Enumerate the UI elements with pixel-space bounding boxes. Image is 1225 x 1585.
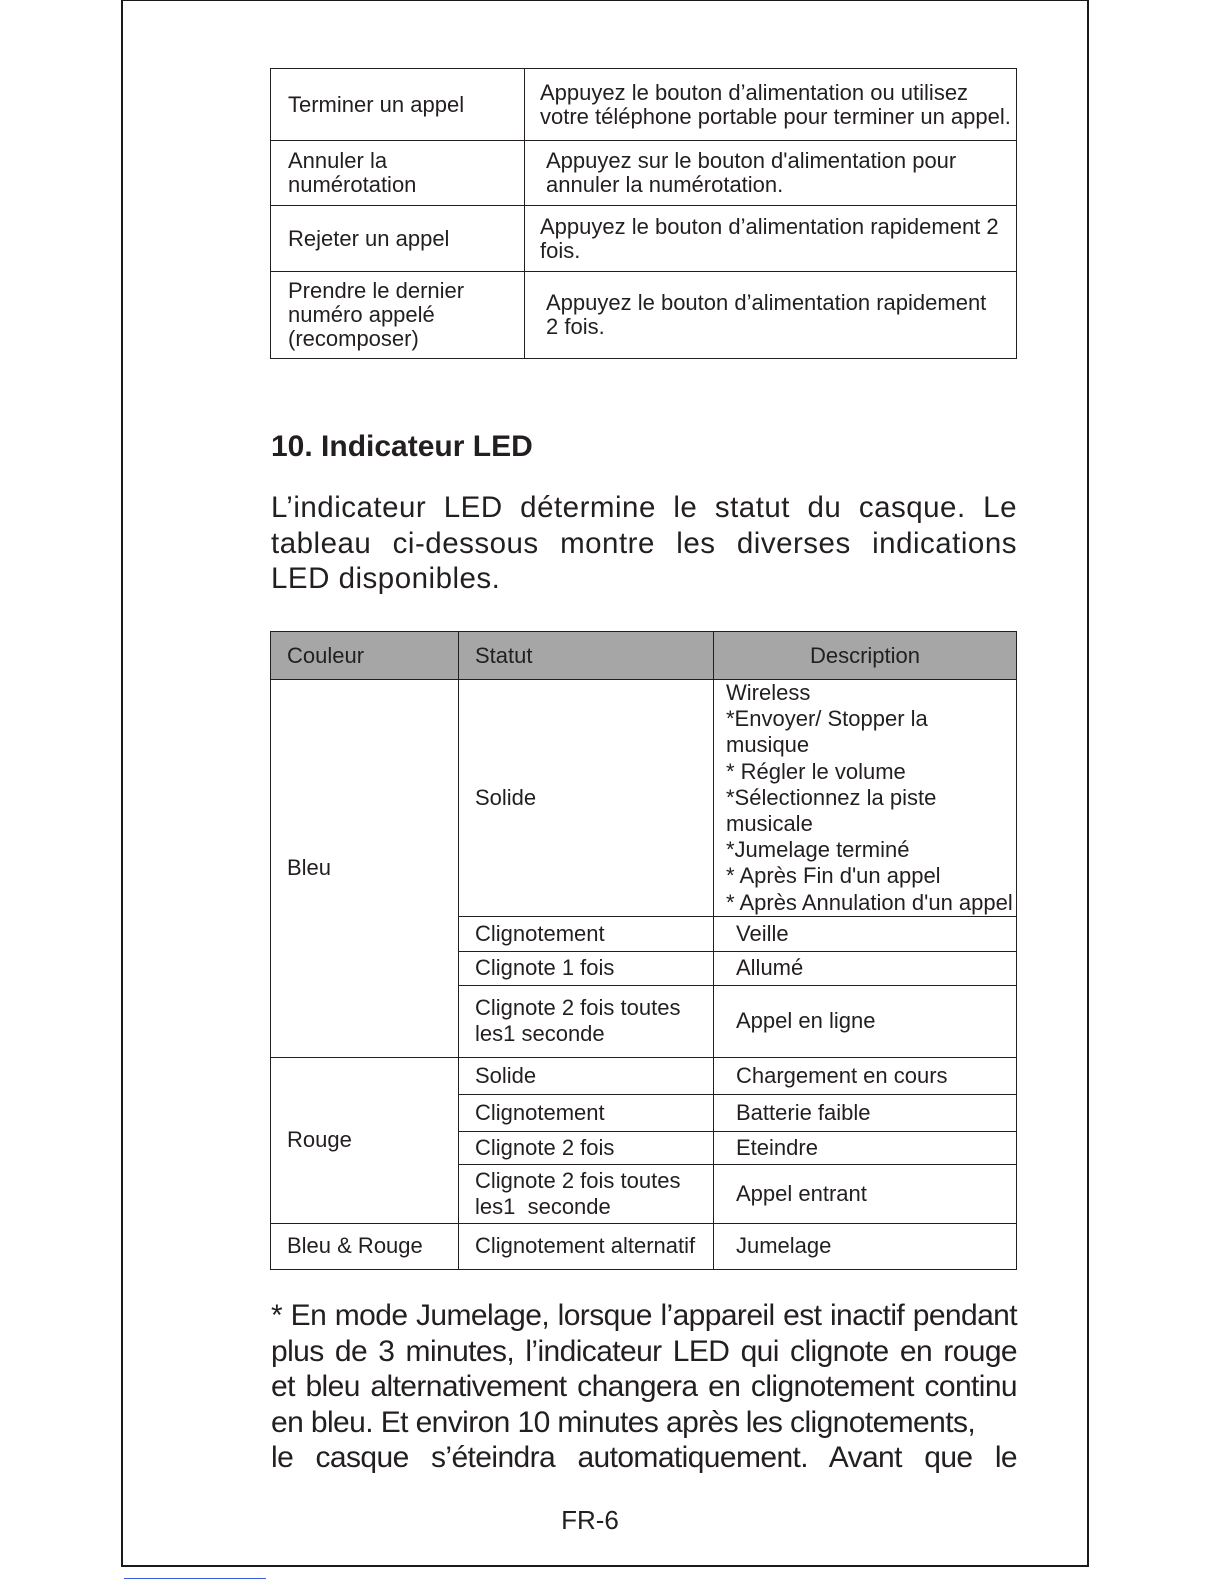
description-cell: Allumé [714,951,1017,985]
table-row [271,272,1017,359]
description-cell: Appel entrant [714,1164,1017,1223]
instruction-cell: Appuyez sur le bouton d'alimentation pour annuler la numérotation. [525,141,1017,206]
status-cell: Solide [459,1057,714,1094]
table-row [271,69,1017,141]
page-number: FR-6 [561,1505,619,1535]
call-functions-table [270,68,1017,359]
table-row [271,1223,1017,1269]
description-cell: Batterie faible [714,1094,1017,1131]
header-color: Couleur [271,632,459,680]
table-row [271,206,1017,272]
description-cell: Veille [714,916,1017,951]
status-cell: Clignotement [459,916,714,951]
instruction-cell: Appuyez le bouton d’alimentation rapidement 2 fois. [525,206,1017,272]
status-cell: Clignote 2 fois toutes les1 seconde [459,1164,714,1223]
action-cell: Annuler la numérotation [271,141,525,206]
instruction-cell: Appuyez le bouton d’alimentation ou utilisez votre téléphone portable pour terminer un appel. [525,69,1017,141]
header-description: Description [714,632,1017,680]
description-cell: Eteindre [714,1131,1017,1164]
status-cell: Clignotement [459,1094,714,1131]
action-cell: Prendre le dernier numéro appelé (recomposer) [271,272,525,359]
footnote-paragraph: * En mode Jumelage, lorsque l’appareil est inactif pendant plus de 3 minutes, l’indicateur LED qui clignote en rouge et bleu alternativement changera en clignotement continu en bleu. Et environ 10 minutes après les clignotements, le casque s’éteindra automatiquement. Avant que le [271,1299,1017,1474]
section-heading: 10. Indicateur LED [271,430,533,463]
instruction-cell: Appuyez le bouton d’alimentation rapidement 2 fois. [525,272,1017,359]
description-cell: Wireless *Envoyer/ Stopper la musique * Régler le volume *Sélectionnez la piste musicale *Jumelage terminé * Après Fin d'un appel * Après Annulation d'un appel [714,680,1017,917]
action-cell: Rejeter un appel [271,206,525,272]
color-cell-both: Bleu & Rouge [271,1223,459,1269]
status-cell: Solide [459,680,714,917]
header-status: Statut [459,632,714,680]
table-row [271,1057,1017,1094]
status-cell: Clignote 1 fois [459,951,714,985]
led-indicator-table [270,631,1017,1270]
description-cell: Chargement en cours [714,1057,1017,1094]
color-cell-blue: Bleu [271,680,459,1058]
table-header-row [271,632,1017,680]
status-cell: Clignote 2 fois [459,1131,714,1164]
description-cell: Appel en ligne [714,985,1017,1057]
intro-paragraph: L’indicateur LED détermine le statut du casque. Le tableau ci-dessous montre les diverses indications LED disponibles. [271,491,1017,595]
status-cell: Clignotement alternatif [459,1223,714,1269]
bottom-link-underline [124,1578,266,1579]
table-row [271,680,1017,917]
color-cell-red: Rouge [271,1057,459,1223]
status-cell: Clignote 2 fois toutes les1 seconde [459,985,714,1057]
table-row [271,141,1017,206]
action-cell: Terminer un appel [271,69,525,141]
description-cell: Jumelage [714,1223,1017,1269]
